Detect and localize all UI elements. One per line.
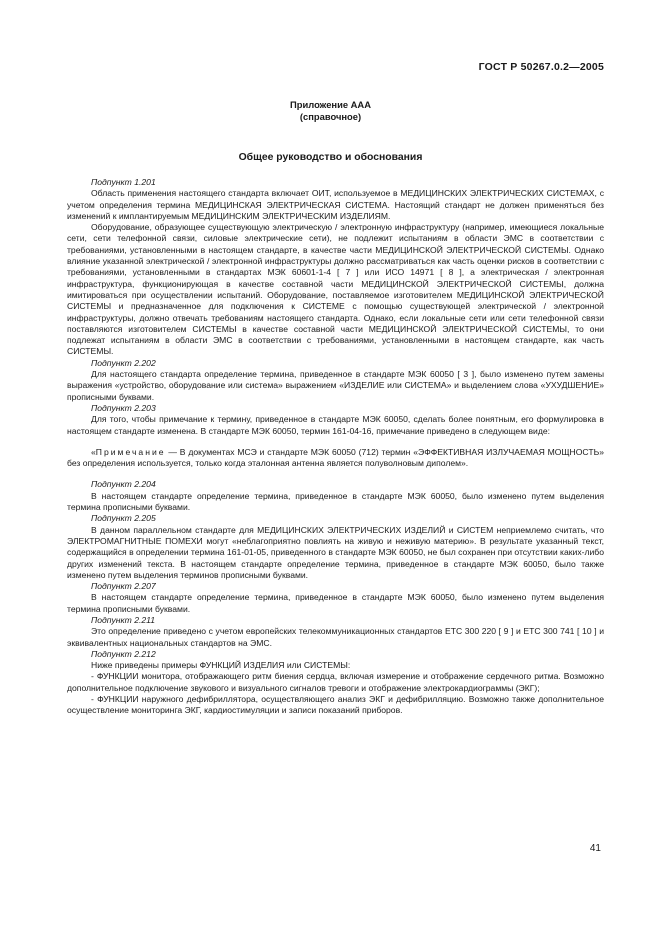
body-paragraph: В настоящем стандарте определение термина, приведенное в стандарте МЭК 60050, было изменено путем выделения термина прописными буквами. [67, 490, 604, 513]
subclause-label: Подпункт 2.203 [91, 402, 156, 413]
document-body [67, 177, 604, 717]
note-text: — В документах МСЭ и стандарте МЭК 60050 (712) термин «ЭФФЕКТИВНАЯ ИЗЛУЧАЕМАЯ МОЩНОСТЬ» без определения используется, только когда эталонная антенна является полуволновым диполем». [67, 446, 604, 469]
body-paragraph: Для того, чтобы примечание к термину, приведенное в стандарте МЭК 60050, сделать более понятным, его формулировка в настоящем стандарте изменена. В стандарте МЭК 60050, термин 161-04-16, примечание приведено в следующем виде: [67, 414, 604, 436]
body-paragraph: В настоящем стандарте определение термина, приведенное в стандарте МЭК 60050, было изменено путем выделения термина прописными буквами. [67, 592, 604, 614]
annex-subtitle: (справочное) [299, 111, 362, 122]
subclause-label: Подпункт 2.207 [91, 581, 156, 592]
subclause-label: Подпункт 1.201 [91, 177, 156, 187]
annex-title: Приложение ААА [290, 99, 371, 110]
body-paragraph: - ФУНКЦИИ наружного дефибриллятора, осуществляющего анализ ЭКГ и дефибрилляцию. Возможно также дополнительное осуществление мониторинга ЭКГ, кардиостимуляции и записи показаний приборов. [67, 694, 604, 716]
subclause-label: Подпункт 2.204 [91, 479, 156, 490]
subclause-label: Подпункт 2.205 [91, 513, 156, 524]
subclause-label: Подпункт 2.212 [91, 648, 156, 659]
annex-heading [0, 99, 661, 123]
subclause-label: Подпункт 2.202 [91, 357, 156, 368]
body-paragraph: В данном параллельном стандарте для МЕДИЦИНСКИХ ЭЛЕКТРИЧЕСКИХ ИЗДЕЛИЙ и СИСТЕМ неприемлемо считать, что ЭЛЕКТРОМАГНИТНЫЕ ПОМЕХИ могут «неблагоприятно повлиять на живую и неживую материю». В результате указанный текст, содержащийся в определении термина 161-01-05, приведенного в стандарте МЭК 60050, не был сохранен при отсутствии каких-либо других изменений текста. В настоящем стандарте определение термина, приведенное в стандарте МЭК 60050, было также изменено путем выделения терминов прописными буквами. [67, 524, 604, 580]
body-paragraph: Область применения настоящего стандарта включает ОИТ, используемое в МЕДИЦИНСКИХ ЭЛЕКТРИЧЕСКИХ СИСТЕМАХ, с учетом определения термина МЕДИЦИНСКАЯ ЭЛЕКТРИЧЕСКАЯ СИСТЕМА. Настоящий стандарт не должен применяться без изменений к имплантируемым МЕДИЦИНСКИМ ЭЛЕКТРИЧЕСКИМ ИЗДЕЛИЯМ. [67, 188, 604, 221]
section-title: Общее руководство и обоснования [238, 152, 423, 163]
body-paragraph: Ниже приведены примеры ФУНКЦИЙ ИЗДЕЛИЯ или СИСТЕМЫ: [91, 660, 351, 671]
note-label: Примечание [95, 446, 166, 457]
note-paragraph: «Примечание — В документах МСЭ и стандарте МЭК 60050 (712) термин «ЭФФЕКТИВНАЯ ИЗЛУЧАЕМАЯ МОЩНОСТЬ» без определения используется, только когда эталонная антенна является полуволновым диполем». [67, 446, 604, 469]
body-paragraph: Для настоящего стандарта определение термина, приведенное в стандарте МЭК 60050 [ 3 ], было изменено путем замены выражения «устройство, оборудование или система» выражением «ИЗДЕЛИЕ или СИСТЕМА» и выделением слова «УХУДШЕНИЕ» прописными буквами. [67, 369, 604, 402]
body-paragraph: Оборудование, образующее существующую электрическую / электронную инфраструктуру (например, имеющиеся локальные сети, сети телефонной связи, силовые электрические сети), не подлежит испытаниям в области ЭМС в соответствии с требованиями, установленными в настоящем стандарте, в качестве части МЕДИЦИНСКОЙ ЭЛЕКТРИЧЕСКОЙ СИСТЕМЫ. Однако влияние указанной электрической / электронной инфраструктуры должно рассматриваться как часть оценки рисков в соответствии с требованиями, установленными в стандартах МЭК 60601-1-4 [ 7 ] или ИСО 14971 [ 8 ], а электрическая / электронная инфраструктура, функционирующая в качестве составной части МЕДИЦИНСКОЙ ЭЛЕКТРИЧЕСКОЙ СИСТЕМЫ, должна имитироваться при осуществлении испытаний. Оборудование, поставляемое изготовителем МЕДИЦИНСКОЙ ЭЛЕКТРИЧЕСКОЙ СИСТЕМЫ и предназначенное для подключения к СИСТЕМЕ с помощью существующей электрической / электронной инфраструктуры, должно отвечать требованиям настоящего стандарта. Однако, если локальные сети или сети телефонной связи поставляются изготовителем СИСТЕМЫ в качестве составной части МЕДИЦИНСКОЙ ЭЛЕКТРИЧЕСКОЙ СИСТЕМЫ, то они подлежат испытаниям в области ЭМС в соответствии с требованиями, установленными в настоящем стандарте, как часть СИСТЕМЫ. [67, 222, 604, 357]
subclause-label: Подпункт 2.211 [91, 614, 156, 625]
body-paragraph: - ФУНКЦИИ монитора, отображающего ритм биения сердца, включая измерение и отображение сердечного ритма. Возможно дополнительное подключение звукового и визуального сигналов тревоги и отображение электрокардиограммы (ЭКГ); [67, 671, 604, 693]
page-number: 41 [589, 843, 601, 854]
body-paragraph: Это определение приведено с учетом европейских телекоммуникационных стандартов ЕТС 300 220 [ 9 ] и ЕТС 300 741 [ 10 ] и эквивалентных национальных стандартов на ЭМС. [67, 626, 604, 648]
standard-header: ГОСТ Р 50267.0.2—2005 [478, 61, 604, 73]
